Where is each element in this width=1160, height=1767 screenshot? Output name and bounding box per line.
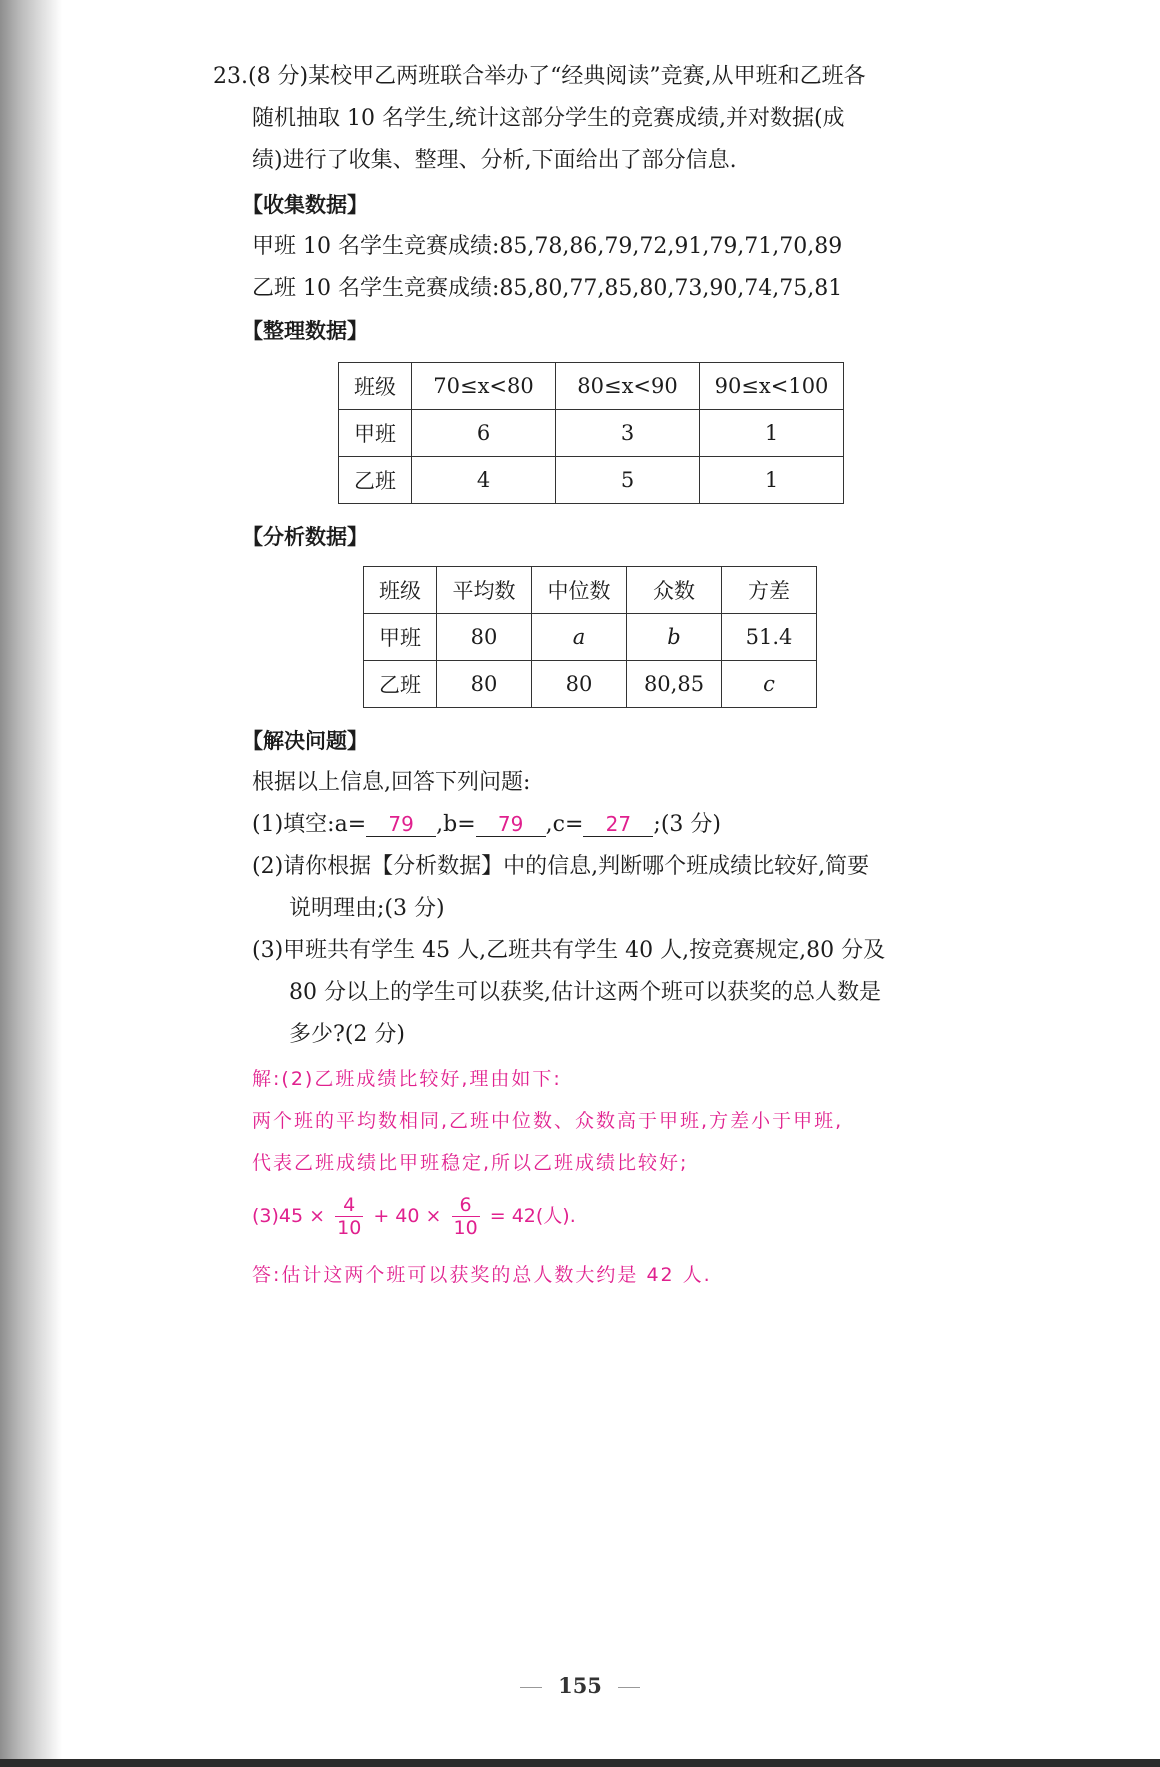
solve-intro: 根据以上信息,回答下列问题:: [252, 770, 531, 795]
footer-dash-right: [618, 1687, 640, 1688]
analyze-table: [363, 566, 817, 708]
table-cell: a: [532, 614, 627, 661]
organize-header-row: [339, 363, 844, 410]
page-number: 155: [558, 1673, 602, 1698]
calc-prefix: (3)45 ×: [252, 1205, 326, 1227]
fraction-denominator: 10: [337, 1217, 362, 1239]
table-cell: 3: [556, 410, 700, 457]
q1-b-label: ,b=: [436, 812, 476, 837]
answer-final: 答:估计这两个班可以获奖的总人数大约是 42 人.: [252, 1264, 712, 1286]
question-3-line-1: (3)甲班共有学生 45 人,乙班共有学生 40 人,按竞赛规定,80 分及: [252, 938, 886, 963]
page-number-footer: [0, 1671, 1160, 1701]
q1-c-label: ,c=: [545, 812, 584, 837]
answer-calculation: [252, 1194, 576, 1239]
question-1: [252, 810, 721, 840]
fraction-6-10: [452, 1194, 480, 1239]
q1-prefix: (1)填空:a=: [252, 812, 367, 837]
organize-header-cell: 70≤x<80: [412, 363, 556, 410]
analyze-header-cell: 班级: [364, 567, 437, 614]
fraction-4-10: [335, 1194, 363, 1239]
bottom-bar: [0, 1759, 1160, 1767]
table-cell: b: [627, 614, 722, 661]
table-cell: 1: [700, 410, 844, 457]
analyze-heading: 【分析数据】: [242, 525, 368, 549]
table-cell: 甲班: [339, 410, 412, 457]
analyze-header-cell: 众数: [627, 567, 722, 614]
table-row: [339, 410, 844, 457]
table-cell: 乙班: [339, 457, 412, 504]
organize-header-cell: 班级: [339, 363, 412, 410]
q1-suffix: ;(3 分): [653, 812, 721, 837]
table-cell: 4: [412, 457, 556, 504]
calc-result: = 42(人).: [489, 1205, 576, 1227]
fraction-denominator: 10: [453, 1217, 478, 1239]
question-3-line-3: 多少?(2 分): [289, 1022, 405, 1047]
table-cell: 甲班: [364, 614, 437, 661]
problem-line-1: 23.(8 分)某校甲乙两班联合举办了“经典阅读”竞赛,从甲班和乙班各: [213, 64, 866, 89]
collect-class-a: 甲班 10 名学生竞赛成绩:85,78,86,79,72,91,79,71,70,89: [252, 234, 843, 259]
analyze-header-cell: 平均数: [437, 567, 532, 614]
solve-heading: 【解决问题】: [242, 729, 368, 753]
answer-line-2: 两个班的平均数相同,乙班中位数、众数高于甲班,方差小于甲班,: [252, 1110, 844, 1132]
q1-answer-c: 27: [583, 812, 653, 837]
table-cell: 5: [556, 457, 700, 504]
question-3-line-2: 80 分以上的学生可以获奖,估计这两个班可以获奖的总人数是: [289, 980, 881, 1005]
fraction-numerator: 6: [452, 1194, 480, 1217]
question-2-line-2: 说明理由;(3 分): [289, 896, 445, 921]
table-cell: 80: [437, 661, 532, 708]
collect-heading: 【收集数据】: [242, 193, 368, 217]
question-2-line-1: (2)请你根据【分析数据】中的信息,判断哪个班成绩比较好,简要: [252, 854, 870, 879]
footer-dash-left: [520, 1687, 542, 1688]
answer-line-1: 解:(2)乙班成绩比较好,理由如下:: [252, 1068, 562, 1090]
table-cell: 1: [700, 457, 844, 504]
q1-answer-a: 79: [366, 812, 436, 837]
organize-table: [338, 362, 844, 504]
table-cell: 80: [532, 661, 627, 708]
problem-line-2: 随机抽取 10 名学生,统计这部分学生的竞赛成绩,并对数据(成: [252, 106, 845, 131]
table-row: [339, 457, 844, 504]
table-cell: 80,85: [627, 661, 722, 708]
calc-mid: + 40 ×: [373, 1205, 442, 1227]
q1-answer-b: 79: [476, 812, 546, 837]
analyze-header-cell: 方差: [722, 567, 817, 614]
organize-header-cell: 90≤x<100: [700, 363, 844, 410]
organize-heading: 【整理数据】: [242, 319, 368, 343]
collect-class-b: 乙班 10 名学生竞赛成绩:85,80,77,85,80,73,90,74,75,81: [252, 276, 843, 301]
fraction-numerator: 4: [335, 1194, 363, 1217]
table-cell: 80: [437, 614, 532, 661]
table-cell: 51.4: [722, 614, 817, 661]
table-cell: c: [722, 661, 817, 708]
organize-header-cell: 80≤x<90: [556, 363, 700, 410]
table-cell: 6: [412, 410, 556, 457]
table-row: [364, 614, 817, 661]
table-cell: 乙班: [364, 661, 437, 708]
answer-line-3: 代表乙班成绩比甲班稳定,所以乙班成绩比较好;: [252, 1152, 689, 1174]
problem-line-3: 绩)进行了收集、整理、分析,下面给出了部分信息.: [252, 148, 737, 173]
binding-shadow: [0, 0, 62, 1767]
analyze-header-cell: 中位数: [532, 567, 627, 614]
table-row: [364, 661, 817, 708]
analyze-header-row: [364, 567, 817, 614]
